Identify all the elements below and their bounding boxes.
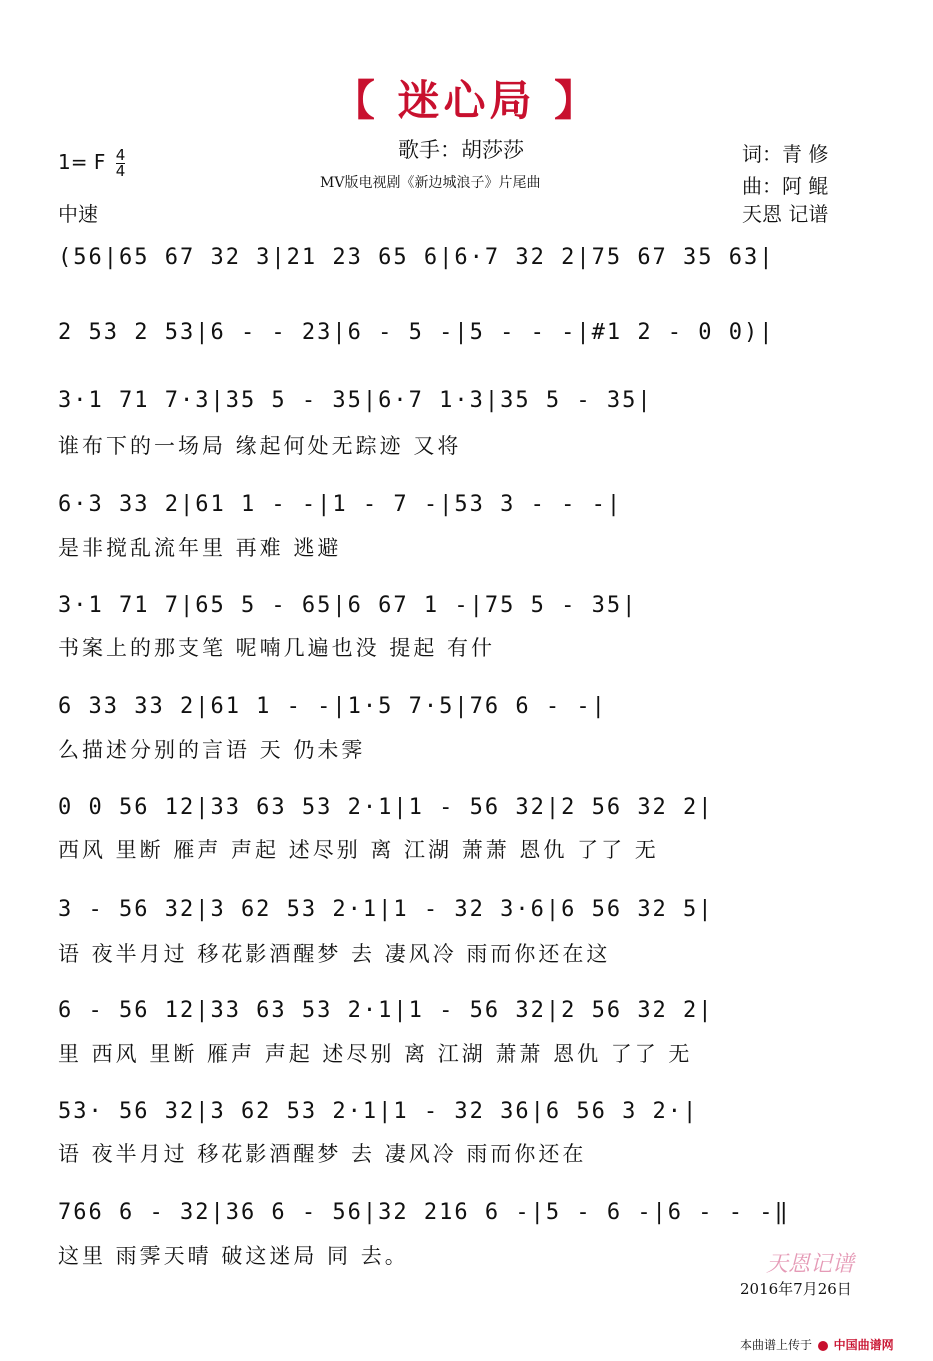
system-3-lyrics: 谁布下的一场局 缘起何处无踪迹 又将 [58, 434, 462, 458]
lyricist: 词：青 修 [742, 142, 829, 166]
key-signature [58, 148, 125, 179]
system-11-lyrics: 这里 雨霁天晴 破这迷局 同 去。 [58, 1244, 409, 1268]
tempo: 中速 [58, 202, 98, 226]
system-6-lyrics: 么描述分别的言语 天 仍未霁 [58, 738, 366, 762]
song-title: 【 迷心局 】 [332, 76, 601, 125]
subtitle: MV版电视剧《新边城浪子》片尾曲 [320, 175, 541, 191]
system-5-notes: 3·1 71 7|65 5 - 65|6 67 1 -|75 5 - 35| [58, 593, 638, 618]
footer [740, 1336, 894, 1353]
key-label: 1= F [58, 150, 106, 174]
time-top: 4 [115, 146, 126, 164]
system-4-notes: 6·3 33 2|61 1 - -|1 - 7 -|53 3 - - -| [58, 492, 623, 517]
footer-prefix: 本曲谱上传于 [740, 1338, 813, 1352]
system-10-notes: 53· 56 32|3 62 53 2·1|1 - 32 36|6 56 3 2·| [58, 1099, 699, 1124]
system-4-lyrics: 是非搅乱流年里 再难 逃避 [58, 536, 342, 560]
footer-brand[interactable]: 中国曲谱网 [833, 1338, 894, 1352]
system-2-notes: 2 53 2 53|6 - - 23|6 - 5 -|5 - - -|#1 2 - 0 0)| [58, 320, 775, 345]
site-logo-icon [818, 1341, 828, 1351]
system-5-lyrics: 书案上的那支笔 呢喃几遍也没 提起 有什 [58, 636, 496, 660]
composer: 曲：阿 鲲 [742, 174, 829, 198]
system-8-notes: 3 - 56 32|3 62 53 2·1|1 - 32 3·6|6 56 32 5| [58, 897, 714, 922]
system-8-lyrics: 语 夜半月过 移花影酒醒梦 去 凄风冷 雨而你还在这 [58, 942, 611, 966]
system-3-notes: 3·1 71 7·3|35 5 - 35|6·7 1·3|35 5 - 35| [58, 388, 653, 413]
system-7-notes: 0 0 56 12|33 63 53 2·1|1 - 56 32|2 56 32 2| [58, 795, 714, 820]
system-7-lyrics: 西风 里断 雁声 声起 述尽别 离 江湖 萧萧 恩仇 了了 无 [58, 838, 659, 862]
system-9-lyrics: 里 西风 里断 雁声 声起 述尽别 离 江湖 萧萧 恩仇 了了 无 [58, 1042, 693, 1066]
transcriber: 天恩 记谱 [742, 202, 829, 226]
singer: 歌手：胡莎莎 [398, 138, 524, 162]
time-bottom: 4 [115, 162, 126, 180]
system-9-notes: 6 - 56 12|33 63 53 2·1|1 - 56 32|2 56 32 2| [58, 998, 714, 1023]
time-signature [116, 148, 126, 179]
transcription-date: 2016年7月26日 [740, 1280, 852, 1298]
system-1-notes: (56|65 67 32 3|21 23 65 6|6·7 32 2|75 67 35 63| [58, 245, 775, 270]
transcriber-watermark: 天恩记谱 [766, 1252, 855, 1277]
system-11-notes: 766 6 - 32|36 6 - 56|32 216 6 -|5 - 6 -|6 - - -‖ [58, 1200, 790, 1225]
system-10-lyrics: 语 夜半月过 移花影酒醒梦 去 凄风冷 雨而你还在 [58, 1142, 587, 1166]
system-6-notes: 6 33 33 2|61 1 - -|1·5 7·5|76 6 - -| [58, 694, 607, 719]
